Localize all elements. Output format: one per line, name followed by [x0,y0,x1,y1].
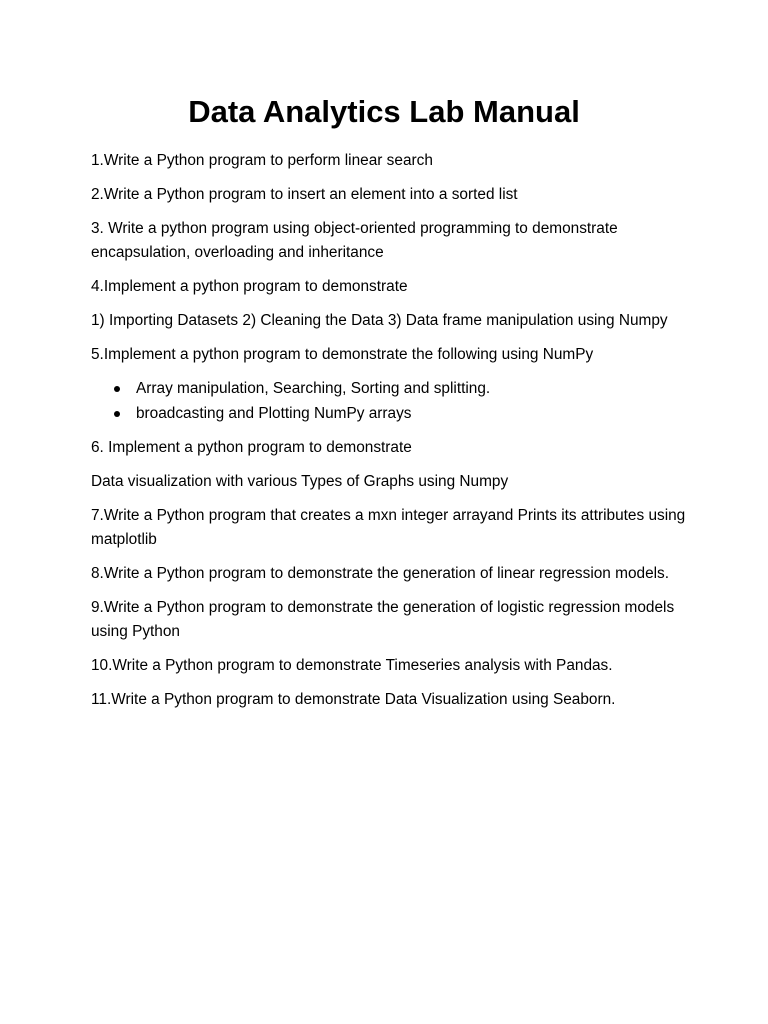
paragraph: 1) Importing Datasets 2) Cleaning the Data 3) Data frame manipulation using Numpy [91,312,668,329]
paragraph: 4.Implement a python program to demonstrate [91,278,408,295]
paragraph: 7.Write a Python program that creates a mxn integer arrayand Prints its attributes using matplotlib [91,507,686,548]
paragraph: 5.Implement a python program to demonstrate the following using NumPy [91,346,594,363]
bullet-item [91,377,691,402]
bullet-text: broadcasting and Plotting NumPy arrays [136,404,412,422]
paragraph: 8.Write a Python program to demonstrate the generation of linear regression models. [91,565,670,582]
bullet-text: Array manipulation, Searching, Sorting and splitting. [136,380,491,397]
paragraph: 2.Write a Python program to insert an element into a sorted list [91,186,518,203]
paragraph: 6. Implement a python program to demonstrate [91,439,412,456]
bullet-icon [114,411,120,417]
document-title: Data Analytics Lab Manual [188,94,580,129]
bullet-list [91,377,691,426]
paragraph: 1.Write a Python program to perform linear search [91,152,433,169]
paragraph: 9.Write a Python program to demonstrate the generation of logistic regression models using Python [91,599,675,640]
paragraph: 10.Write a Python program to demonstrate Timeseries analysis with Pandas. [91,657,613,674]
paragraph: 3. Write a python program using object-oriented programming to demonstrate encapsulation, overloading and inheritance [91,220,618,261]
paragraph: 11.Write a Python program to demonstrate Data Visualization using Seaborn. [91,691,616,708]
bullet-item [91,402,691,427]
document-body [91,149,691,722]
bullet-icon [114,386,120,392]
paragraph: Data visualization with various Types of Graphs using Numpy [91,473,509,490]
